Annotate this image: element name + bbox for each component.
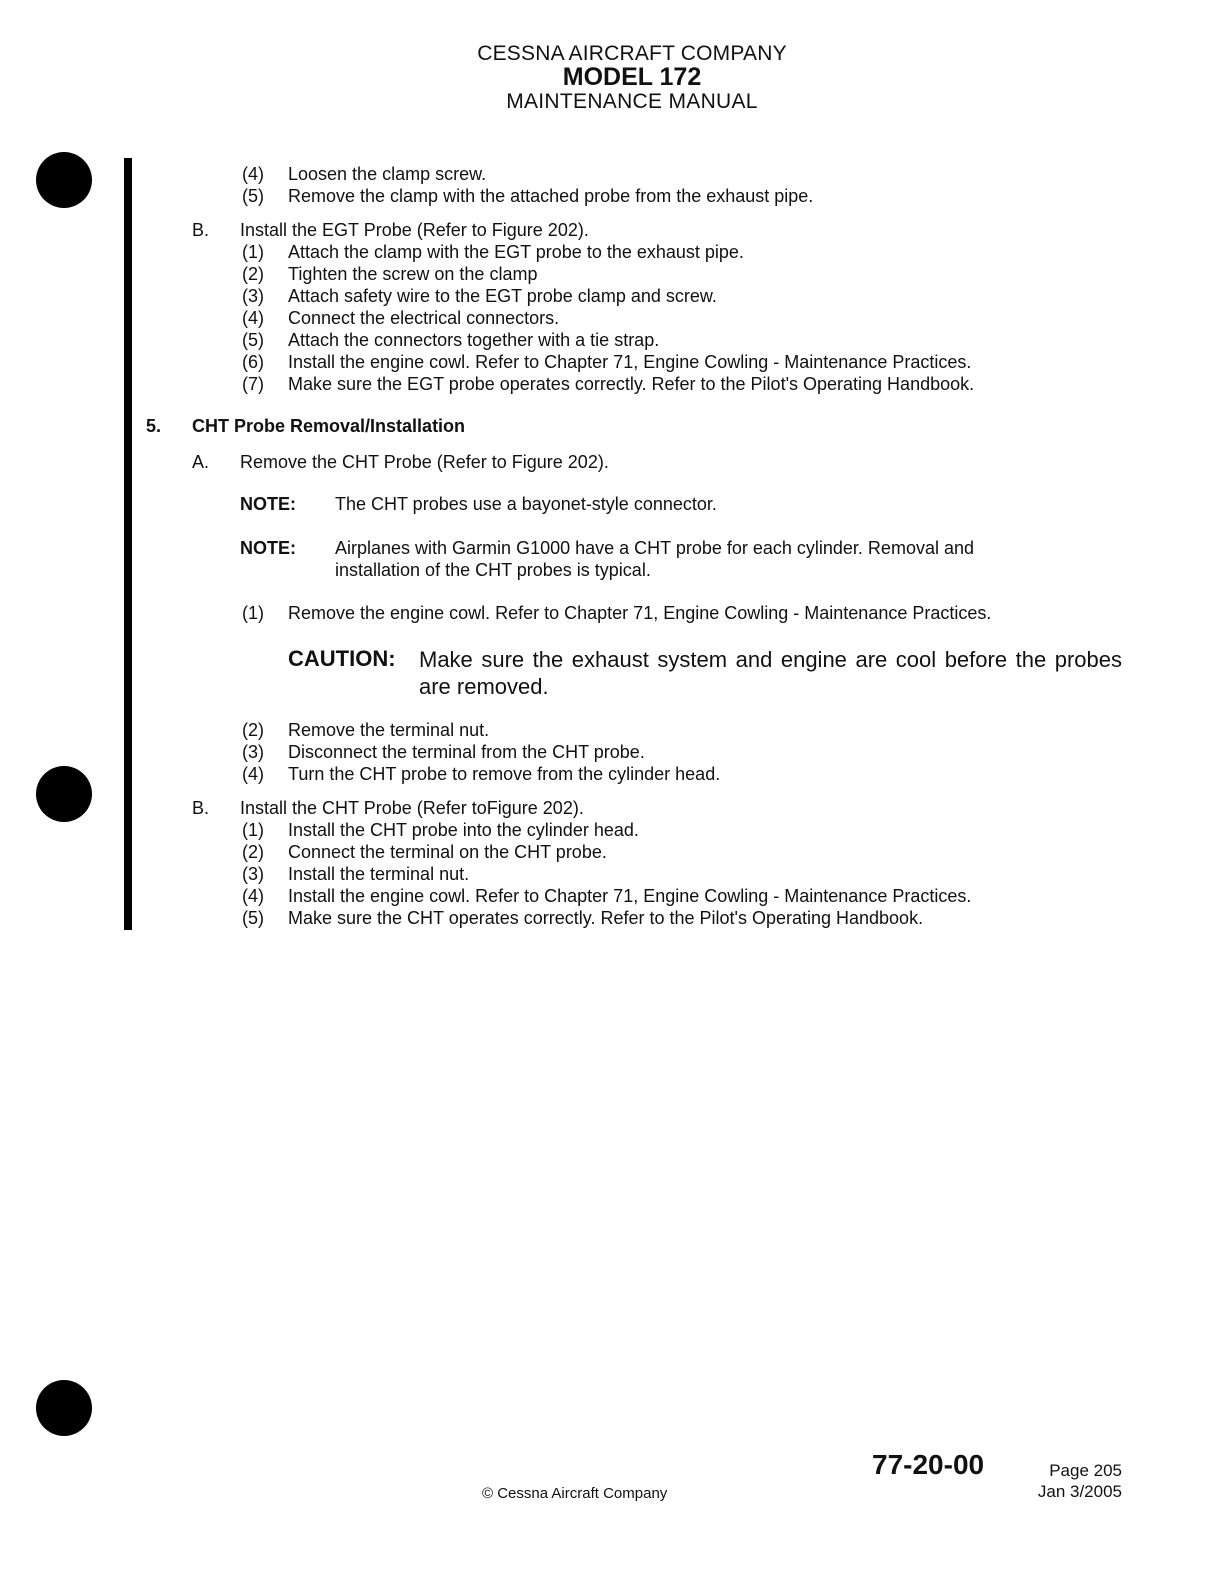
step-num: (2) (242, 720, 264, 740)
step-num: (4) (242, 886, 264, 906)
subsection-letter: B. (192, 798, 210, 818)
step-text: Turn the CHT probe to remove from the cylinder head. (288, 764, 721, 784)
section-letter: B. (192, 220, 210, 240)
change-bar (124, 158, 132, 930)
step-num: (3) (242, 864, 264, 884)
note-label: NOTE: (240, 538, 296, 558)
step-text: Attach the connectors together with a tie strap. (288, 330, 660, 350)
revision-date: Jan 3/2005 (1037, 1482, 1122, 1501)
header-manual: MAINTENANCE MANUAL (506, 90, 758, 113)
step-text: Disconnect the terminal from the CHT probe. (288, 742, 645, 762)
step-num: (1) (242, 242, 264, 262)
step-num: (5) (242, 330, 264, 350)
step-text: Install the engine cowl. Refer to Chapter 71, Engine Cowling - Maintenance Practices. (288, 886, 972, 906)
subsection-title: Install the CHT Probe (Refer toFigure 202). (240, 798, 584, 818)
step-text: Install the engine cowl. Refer to Chapter 71, Engine Cowling - Maintenance Practices. (288, 352, 972, 372)
header-model: MODEL 172 (562, 63, 702, 91)
copyright: © Cessna Aircraft Company (482, 1485, 668, 1502)
step-text: Make sure the EGT probe operates correctly. Refer to the Pilot's Operating Handbook. (288, 374, 975, 394)
step-text: Connect the terminal on the CHT probe. (288, 842, 607, 862)
step-num: (4) (242, 164, 264, 184)
note-label: NOTE: (240, 494, 296, 514)
step-num: (4) (242, 308, 264, 328)
subsection-letter: A. (192, 452, 210, 472)
step-text: Remove the terminal nut. (288, 720, 490, 740)
step-num: (5) (242, 908, 264, 928)
step-text: Connect the electrical connectors. (288, 308, 560, 328)
step-num: (4) (242, 764, 264, 784)
section-heading: CHT Probe Removal/Installation (192, 416, 466, 436)
step-num: (3) (242, 742, 264, 762)
page-number: Page 205 (1049, 1461, 1122, 1480)
binder-hole-middle (36, 766, 92, 822)
note-text-line2: installation of the CHT probes is typical. (335, 560, 651, 580)
note-text-line1: Airplanes with Garmin G1000 have a CHT probe for each cylinder. Removal and (335, 538, 974, 558)
step-text: Tighten the screw on the clamp (288, 264, 538, 284)
step-num: (5) (242, 186, 264, 206)
step-text: Attach the clamp with the EGT probe to the exhaust pipe. (288, 242, 744, 262)
step-num: (1) (242, 820, 264, 840)
step-num: (2) (242, 842, 264, 862)
step-num: (6) (242, 352, 264, 372)
binder-hole-bottom (36, 1380, 92, 1436)
step-num: (1) (242, 603, 264, 623)
step-text: Attach safety wire to the EGT probe clamp and screw. (288, 286, 717, 306)
step-text: Remove the clamp with the attached probe from the exhaust pipe. (288, 186, 814, 206)
section-number: 5. (146, 416, 162, 436)
step-text: Loosen the clamp screw. (288, 164, 487, 184)
subsection-title: Remove the CHT Probe (Refer to Figure 202). (240, 452, 609, 472)
caution-text: Make sure the exhaust system and engine are cool before the probes are removed. (419, 647, 1122, 699)
caution-label: CAUTION: (288, 646, 396, 671)
step-text: Install the CHT probe into the cylinder head. (288, 820, 639, 840)
step-num: (3) (242, 286, 264, 306)
binder-hole-top (36, 152, 92, 208)
step-num: (7) (242, 374, 264, 394)
step-text: Install the terminal nut. (288, 864, 470, 884)
section-title: Install the EGT Probe (Refer to Figure 202). (240, 220, 589, 240)
step-text: Make sure the CHT operates correctly. Refer to the Pilot's Operating Handbook. (288, 908, 924, 928)
step-num: (2) (242, 264, 264, 284)
document-code: 77-20-00 (872, 1449, 985, 1480)
step-text: Remove the engine cowl. Refer to Chapter 71, Engine Cowling - Maintenance Practices. (288, 603, 992, 623)
header-company: CESSNA AIRCRAFT COMPANY (477, 42, 787, 65)
note-text: The CHT probes use a bayonet-style connector. (335, 494, 717, 514)
